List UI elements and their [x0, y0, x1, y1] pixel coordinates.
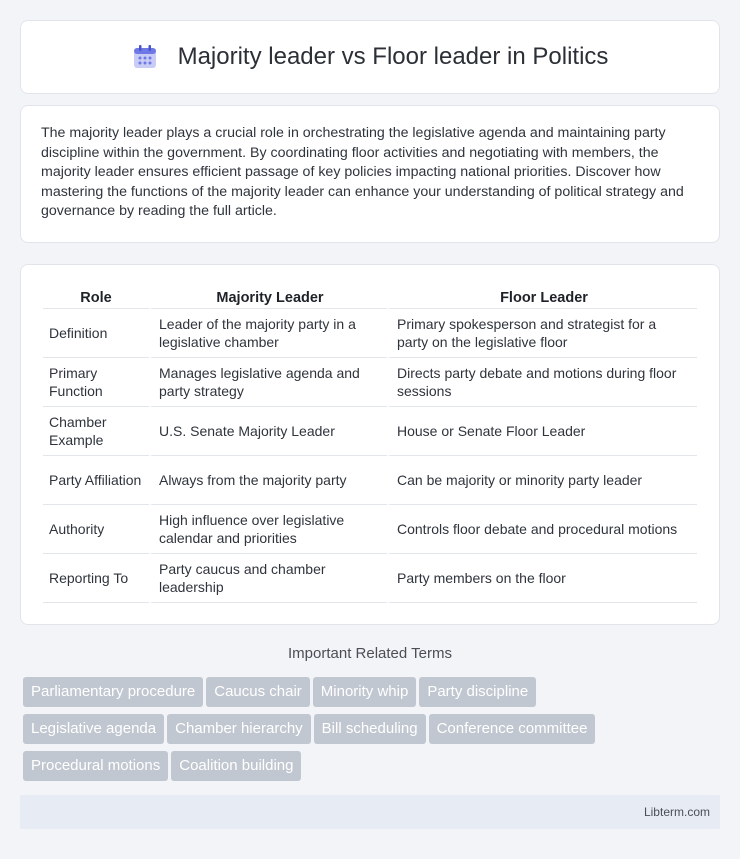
- footer: [20, 795, 720, 829]
- row-floor-value: House or Senate Floor Leader: [387, 407, 697, 456]
- comparison-table: [43, 285, 697, 603]
- page-title: Majority leader vs Floor leader in Politics: [177, 43, 609, 70]
- header-majority-leader: Majority Leader: [149, 285, 387, 309]
- row-role: Party Affiliation: [43, 456, 149, 505]
- header-card: [20, 20, 720, 94]
- row-majority-value: Manages legislative agenda and party strategy: [149, 358, 387, 407]
- row-majority-value: High influence over legislative calendar and priorities: [149, 505, 387, 554]
- calendar-icon: [132, 44, 158, 70]
- related-term-tag[interactable]: Minority whip: [313, 677, 417, 707]
- related-term-tag[interactable]: Chamber hierarchy: [167, 714, 311, 744]
- footer-site-link[interactable]: Libterm.com: [643, 805, 710, 819]
- related-terms-title: Important Related Terms: [288, 645, 452, 662]
- table-row: [43, 407, 697, 456]
- related-term-tag[interactable]: Legislative agenda: [23, 714, 164, 744]
- row-role: Primary Function: [43, 358, 149, 407]
- table-row: [43, 358, 697, 407]
- related-term-tag[interactable]: Procedural motions: [23, 751, 168, 781]
- row-floor-value: Can be majority or minority party leader: [387, 456, 697, 505]
- row-majority-value: U.S. Senate Majority Leader: [149, 407, 387, 456]
- row-floor-value: Directs party debate and motions during floor sessions: [387, 358, 697, 407]
- row-floor-value: Party members on the floor: [387, 554, 697, 603]
- related-term-tag[interactable]: Party discipline: [419, 677, 536, 707]
- related-term-tag[interactable]: Parliamentary procedure: [23, 677, 203, 707]
- header-floor-leader: Floor Leader: [387, 285, 697, 309]
- table-row: [43, 309, 697, 358]
- related-term-tag[interactable]: Caucus chair: [206, 677, 310, 707]
- header-role: Role: [43, 285, 149, 309]
- table-row: [43, 456, 697, 505]
- row-role: Reporting To: [43, 554, 149, 603]
- row-majority-value: Always from the majority party: [149, 456, 387, 505]
- row-majority-value: Leader of the majority party in a legislative chamber: [149, 309, 387, 358]
- table-row: [43, 554, 697, 603]
- related-term-tag[interactable]: Bill scheduling: [314, 714, 426, 744]
- related-term-tag[interactable]: Conference committee: [429, 714, 596, 744]
- row-floor-value: Primary spokesperson and strategist for a party on the legislative floor: [387, 309, 697, 358]
- row-floor-value: Controls floor debate and procedural motions: [387, 505, 697, 554]
- intro-card: [20, 105, 720, 243]
- table-row: [43, 505, 697, 554]
- intro-text: The majority leader plays a crucial role in orchestrating the legislative agenda and maintaining party discipline within the government. By coordinating floor activities and negotiating with members, the majority leader ensures efficient passage of key policies impacting national priorities. Discover how mastering the functions of the majority leader can enhance your understanding of political strategy and governance by reading the full article.: [41, 125, 684, 220]
- table-header-row: [43, 285, 697, 309]
- row-majority-value: Party caucus and chamber leadership: [149, 554, 387, 603]
- row-role: Definition: [43, 309, 149, 358]
- related-term-tag[interactable]: Coalition building: [171, 751, 301, 781]
- comparison-table-card: [20, 264, 720, 625]
- row-role: Authority: [43, 505, 149, 554]
- related-terms-list: [23, 677, 723, 788]
- row-role: Chamber Example: [43, 407, 149, 456]
